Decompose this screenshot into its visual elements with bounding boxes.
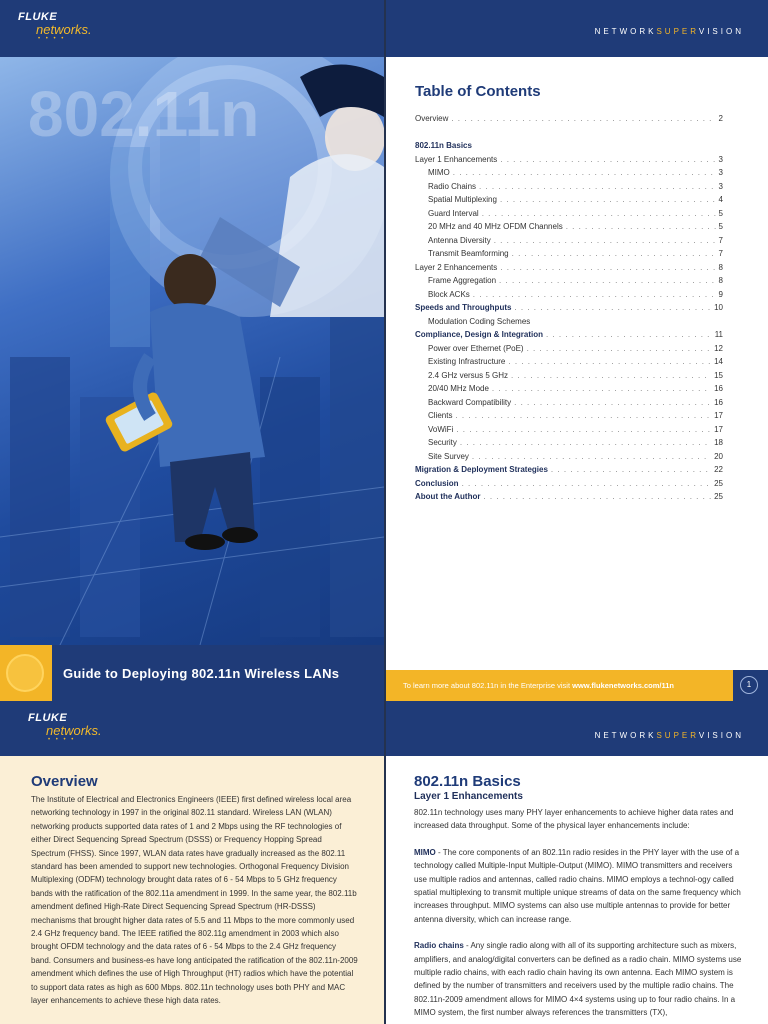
toc-entry-page: 10 [714, 303, 723, 312]
basics-section [386, 756, 768, 1024]
flukenetworks-link[interactable]: www.flukenetworks.com/11n [572, 681, 674, 690]
toc-entry[interactable] [415, 249, 723, 263]
toc-entry-page: 17 [714, 424, 723, 434]
toc-entry-label: 20 MHz and 40 MHz OFDM Channels [428, 222, 563, 231]
page-divider [384, 0, 386, 1024]
toc-header-banner [386, 0, 768, 57]
toc-entry-label: 802.11n Basics [415, 141, 472, 150]
toc-entry-label: Spatial Multiplexing [428, 195, 497, 204]
toc-entry[interactable] [415, 492, 723, 506]
basics-subtitle: Layer 1 Enhancements [414, 791, 523, 802]
toc-leader-dots [500, 263, 715, 272]
toc-entry-page: 25 [714, 492, 723, 501]
toc-entry[interactable] [415, 222, 723, 236]
toc-entry-page: 14 [714, 357, 723, 366]
toc-entry[interactable] [415, 384, 723, 398]
toc-leader-dots [462, 479, 712, 488]
toc-leader-dots [453, 168, 716, 177]
toc-entry[interactable] [415, 479, 723, 493]
toc-entry-label: Power over Ethernet (PoE) [428, 343, 524, 353]
guide-title-bar [0, 645, 384, 701]
toc-entry-label: 20/40 MHz Mode [428, 384, 489, 393]
toc-entry-page: 20 [714, 451, 723, 461]
toc-leader-dots [472, 452, 711, 461]
toc-entry-label: Layer 2 Enhancements [415, 262, 498, 272]
toc-entry-page: 15 [714, 370, 723, 380]
overview-body: The Institute of Electrical and Electronics Engineers (IEEE) first defined wireless local area networking technology in 1997 in the original 802.11 standard. Wireless LAN (WLAN) networking products supported data rates of 1 and 2 Mbps using the RF technologies of either Direct Sequencing Spread Spectrum (DSSS) or Frequency Hopping Spread Spectrum (FHSS). Since 1997, WLAN data rates have gradually increased as the 802.11 standard has been amended to support new technologies. Orthogonal Frequency Division Multiplexing (ODFM) technology brought data rates of 6 - 54 Mbps to 5 GHz frequency bands with the ratification of the 802.11a amendment in 1999. In the same year, the 802.11b amendment defined High-Rate Direct Sequencing Spread Spectrum (HR-DSSS) mechanisms that brought higher data rates of 5.5 and 11 Mbps to the more commonly used 2.4 GHz frequency band. The IEEE ratified the 802.11g amendment in 2003 which also brought OFDM technology and the data rates of 6 - 54 Mbps to the 2.4 GHz frequency band. Consumers and business-es have long anticipated the ratification of the 802.11n-2009 amendment which defines the use of High Throughput (HT) radios which have the potential to support data rates as high as 600 Mbps. 802.11n technology uses both PHY and MAC layer enhancements to achieve these high data rates. [31, 795, 358, 1006]
toc-entry[interactable] [415, 371, 723, 385]
toc-entry[interactable] [415, 114, 723, 128]
toc-entry[interactable] [415, 209, 723, 223]
info-text: To learn more about 802.11n in the Enterprise visit www.flukenetworks.com/11n [403, 681, 674, 690]
toc-entry-label: Compliance, Design & Integration [415, 330, 544, 339]
toc-entry-label: Clients [428, 411, 453, 420]
toc-entry-page: 9 [718, 289, 723, 299]
toc-entry[interactable] [415, 303, 723, 317]
toc-entry[interactable] [415, 357, 723, 371]
toc-leader-dots [499, 276, 716, 285]
toc-entry-label: Conclusion [415, 478, 459, 488]
toc-leader-dots [508, 357, 711, 366]
toc-leader-dots [451, 114, 715, 123]
toc-title: Table of Contents [415, 83, 541, 100]
toc-entry-page: 3 [718, 181, 723, 191]
toc-leader-dots [479, 182, 716, 191]
mimo-paragraph: MIMO - The core components of an 802.11n radio resides in the PHY layer with the use of a technology called Multiple-Input Multiple-Output (MIMO). MIMO transmitters and receivers use multiple radios and antennas, called radio chains. MIMO employs a technol-ogy called spatial multiplexing to transmit multiple unique streams of data on the same frequency which increases throughput. MIMO systems can also use multiple antennas to provide for better antenna diversity, which can increase range. [414, 847, 741, 924]
toc-entry-label: About the Author [415, 492, 481, 501]
toc-entry-page: 3 [718, 168, 723, 177]
toc-entry-page: 7 [718, 249, 723, 258]
cover-photo-title: 802.11n [28, 78, 260, 150]
network-supervision-tagline: NETWORKSUPERVISION [594, 731, 744, 740]
toc-entry-label: Backward Compatibility [428, 397, 512, 407]
toc-entry[interactable] [415, 317, 723, 331]
toc-entry-page: 22 [714, 465, 723, 474]
toc-entry-label: Site Survey [428, 451, 469, 461]
toc-leader-dots [460, 438, 711, 447]
toc-entry-label: Radio Chains [428, 181, 477, 191]
toc-leader-dots [500, 195, 716, 204]
toc-entry-label: Migration & Deployment Strategies [415, 465, 548, 474]
page-number: 1 [740, 676, 758, 694]
basics-title: 802.11n Basics [414, 773, 521, 790]
toc-entry-label: Transmit Beamforming [428, 249, 509, 258]
overview-title: Overview [31, 773, 98, 790]
cover-photo [0, 57, 384, 645]
toc-leader-dots [455, 411, 711, 420]
toc-entry-page: 16 [714, 384, 723, 393]
toc-entry-page: 16 [714, 397, 723, 407]
toc-entry-page: 7 [718, 235, 723, 245]
toc-entry-page: 18 [714, 438, 723, 447]
overview-section [0, 756, 384, 1024]
toc-list [415, 114, 723, 506]
toc-entry[interactable] [415, 465, 723, 479]
toc-entry[interactable] [415, 344, 723, 358]
radio-chains-paragraph: Radio chains - Any single radio along with all of its supporting architecture such as mixers, amplifiers, and analog/digital converters can be defined as a radio chain. MIMO systems use multiple radio chains, with each radio chain having its own antenna. Each MIMO system is defined by the number of transmitters and receivers used by the multiple radio chains. The 802.11n-2009 amendment allows for MIMO 4×4 systems using up to four radio chains. In a MIMO system, the first number always references the transmitters (TX), [414, 941, 742, 1018]
toc-entry[interactable] [415, 290, 723, 304]
toc-entry-label: Block ACKs [428, 289, 470, 299]
basics-header-banner [386, 701, 768, 756]
toc-entry[interactable] [415, 438, 723, 452]
toc-entry[interactable] [415, 128, 723, 142]
toc-entry[interactable] [415, 236, 723, 250]
toc-entry[interactable] [415, 330, 723, 344]
guide-title: Guide to Deploying 802.11n Wireless LANs [63, 666, 340, 681]
toc-leader-dots [546, 330, 712, 339]
toc-entry-page: 25 [714, 478, 723, 488]
circle-emblem-icon [6, 654, 44, 692]
toc-entry-page: 12 [714, 343, 723, 353]
toc-entry[interactable] [415, 195, 723, 209]
toc-entry-label: Existing Infrastructure [428, 357, 506, 366]
toc-entry-label: Antenna Diversity [428, 235, 491, 245]
toc-entry-page: 5 [718, 208, 723, 218]
guide-accent-block [0, 645, 52, 701]
toc-entry[interactable] [415, 182, 723, 196]
toc-entry-label: Security [428, 438, 457, 447]
basics-body [414, 806, 744, 1024]
toc-leader-dots [511, 371, 711, 380]
toc-entry-page: 11 [714, 330, 723, 339]
toc-entry-page: 5 [718, 222, 723, 231]
toc-entry-label: VoWiFi [428, 424, 454, 434]
toc-entry[interactable] [415, 263, 723, 277]
fluke-networks-logo: FLUKE networks. • • • • [28, 712, 102, 743]
toc-entry[interactable] [415, 276, 723, 290]
toc-leader-dots [494, 236, 716, 245]
toc-entry-page: 4 [718, 195, 723, 204]
toc-leader-dots [500, 155, 715, 164]
toc-entry-page: 8 [718, 262, 723, 272]
toc-entry-label: Speeds and Throughputs [415, 303, 512, 312]
toc-entry[interactable] [415, 168, 723, 182]
toc-leader-dots [514, 303, 711, 312]
info-bar [386, 670, 733, 701]
page-number-bar [733, 670, 768, 701]
toc-entry[interactable] [415, 141, 723, 155]
overview-header-banner [0, 701, 384, 756]
toc-leader-dots [473, 290, 716, 299]
fluke-networks-logo: FLUKE networks. • • • • [18, 11, 92, 42]
toc-entry[interactable] [415, 425, 723, 439]
basics-intro: 802.11n technology uses many PHY layer enhancements to achieve higher data rates and increased data throughput. Some of the physical layer enhancements include: [414, 808, 734, 831]
toc-entry-page: 17 [714, 411, 723, 420]
toc-entry[interactable] [415, 398, 723, 412]
toc-entry-label: 2.4 GHz versus 5 GHz [428, 370, 509, 380]
toc-leader-dots [566, 222, 716, 231]
toc-leader-dots [483, 492, 711, 501]
toc-entry-label: MIMO [428, 168, 450, 177]
toc-entry-page: 2 [718, 114, 723, 123]
toc-entry-label: Frame Aggregation [428, 276, 497, 285]
toc-leader-dots [551, 465, 711, 474]
toc-entry-label: Overview [415, 114, 449, 123]
toc-leader-dots [512, 249, 716, 258]
toc-leader-dots [514, 398, 711, 407]
toc-leader-dots [492, 384, 711, 393]
toc-entry[interactable] [415, 155, 723, 169]
toc-entry-page: 3 [718, 154, 723, 164]
toc-entry-label: Modulation Coding Schemes [428, 316, 531, 326]
network-supervision-tagline: NETWORKSUPERVISION [594, 27, 744, 36]
toc-entry-page: 8 [718, 276, 723, 285]
cover-header-banner [0, 0, 384, 57]
toc-entry[interactable] [415, 411, 723, 425]
toc-entry-label: Guard Interval [428, 208, 479, 218]
table-of-contents [386, 57, 768, 670]
toc-leader-dots [456, 425, 711, 434]
toc-leader-dots [482, 209, 716, 218]
toc-entry[interactable] [415, 452, 723, 466]
toc-leader-dots [527, 344, 711, 353]
toc-entry-label: Layer 1 Enhancements [415, 154, 498, 164]
